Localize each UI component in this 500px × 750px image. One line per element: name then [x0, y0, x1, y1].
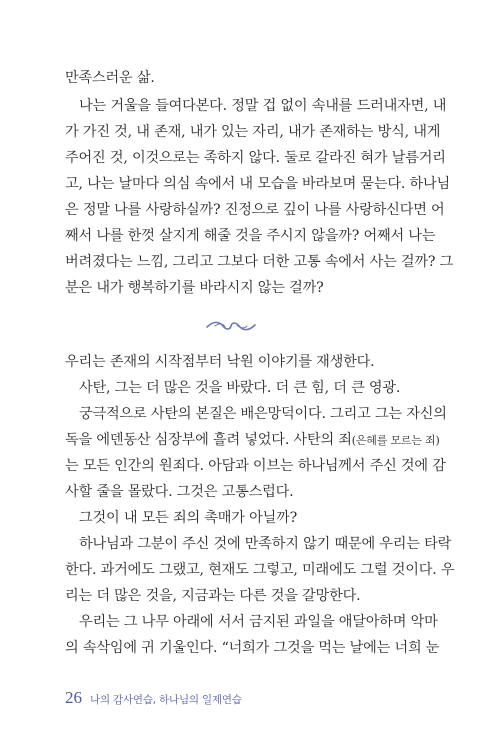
running-title: 나의 감사연습, 하나님의 일제연습: [90, 694, 242, 706]
text-line: 그것이 내 모든 죄의 촉매가 아닐까?: [79, 510, 298, 526]
text-line: 고, 나는 날마다 의심 속에서 내 모습을 바라보며 묻는다. 하나님: [65, 176, 451, 192]
text-line: 주어진 것, 이것으로는 족하지 않다. 둘로 갈라진 혀가 날름거리: [65, 150, 446, 166]
text-line: [65, 430, 440, 451]
text-line: 우리는 존재의 시작점부터 낙원 이야기를 재생한다.: [65, 354, 375, 370]
text-line: 사할 줄을 몰랐다. 그것은 고통스럽다.: [65, 484, 294, 500]
page-number: 26: [65, 688, 82, 707]
text-line: 버려졌다는 느낌, 그리고 그보다 더한 고통 속에서 사는 걸까? 그: [65, 254, 454, 270]
page-footer: [65, 688, 242, 710]
swash-ornament-icon: [205, 318, 257, 334]
text-span: 독을 에덴동산 심장부에 흘려 넣었다. 사탄의 죄: [65, 432, 352, 448]
text-line: 리는 더 많은 것을, 지금과는 다른 것을 갈망한다.: [65, 588, 361, 604]
text-line: 하나님과 그분이 주신 것에 만족하지 않기 때문에 우리는 타락: [79, 536, 452, 552]
text-line: 째서 나를 한껏 살지게 해줄 것을 주시지 않을까? 어째서 나는: [65, 228, 436, 244]
text-line: 사탄, 그는 더 많은 것을 바랐다. 더 큰 힘, 더 큰 영광.: [79, 380, 401, 396]
text-line: 나는 거울을 들여다본다. 정말 겁 없이 속내를 드러내자면, 내: [79, 98, 447, 114]
text-line: 는 모든 인간의 원죄다. 아담과 이브는 하나님께서 주신 것에 감: [65, 458, 446, 474]
parenthetical-note: (은혜를 모르는 죄): [351, 434, 440, 447]
text-line: 분은 내가 행복하기를 바라시지 않는 걸까?: [65, 280, 324, 296]
text-line: 한다. 과거에도 그랬고, 현재도 그렇고, 미래에도 그럴 것이다. 우: [65, 562, 455, 578]
text-line: 우리는 그 나무 아래에 서서 금지된 과일을 애달아하며 악마: [79, 614, 438, 630]
text-line: 궁극적으로 사탄의 본질은 배은망덕이다. 그리고 그는 자신의: [79, 406, 447, 422]
text-line: 만족스러운 삶.: [65, 70, 155, 86]
text-line: 의 속삭임에 귀 기울인다. “너희가 그것을 먹는 날에는 너희 눈: [65, 640, 440, 656]
text-line: 가 가진 것, 내 존재, 내가 있는 자리, 내가 존재하는 방식, 내게: [65, 124, 441, 140]
text-line: 은 정말 나를 사랑하실까? 진정으로 깊이 나를 사랑하신다면 어: [65, 202, 445, 218]
